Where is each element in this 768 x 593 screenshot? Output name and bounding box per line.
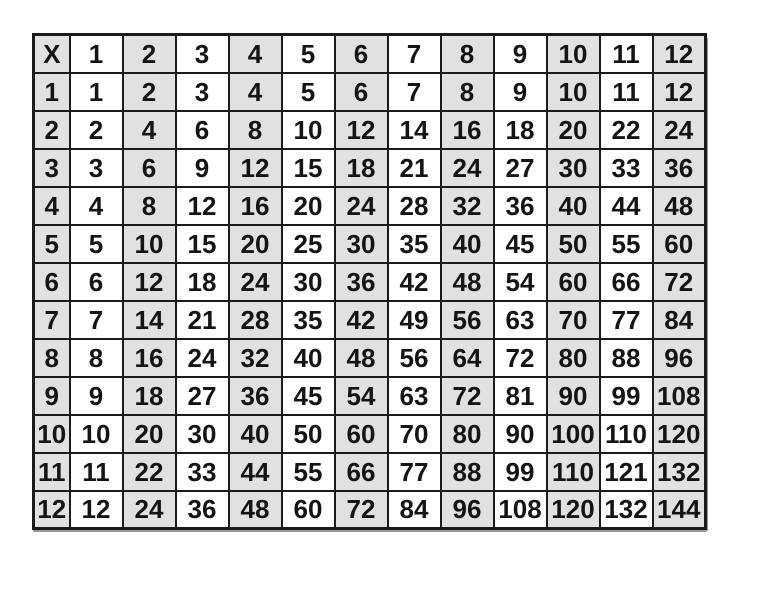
product-cell: 48	[335, 339, 388, 377]
column-header-cell: 9	[494, 35, 547, 73]
product-cell: 48	[653, 187, 706, 225]
product-cell: 4	[70, 187, 123, 225]
product-cell: 60	[547, 263, 600, 301]
product-cell: 4	[123, 111, 176, 149]
product-cell: 6	[123, 149, 176, 187]
product-cell: 77	[388, 453, 441, 491]
product-cell: 50	[547, 225, 600, 263]
product-cell: 88	[441, 453, 494, 491]
product-cell: 55	[282, 453, 335, 491]
product-cell: 60	[653, 225, 706, 263]
product-cell: 80	[441, 415, 494, 453]
product-cell: 20	[547, 111, 600, 149]
product-cell: 27	[494, 149, 547, 187]
table-row	[34, 301, 706, 339]
row-header-cell: 1	[34, 73, 70, 111]
product-cell: 33	[600, 149, 653, 187]
product-cell: 40	[282, 339, 335, 377]
product-cell: 42	[388, 263, 441, 301]
product-cell: 54	[494, 263, 547, 301]
product-cell: 45	[282, 377, 335, 415]
table-row	[34, 415, 706, 453]
product-cell: 22	[600, 111, 653, 149]
product-cell: 120	[547, 491, 600, 529]
product-cell: 21	[388, 149, 441, 187]
product-cell: 96	[441, 491, 494, 529]
product-cell: 110	[600, 415, 653, 453]
product-cell: 132	[653, 453, 706, 491]
product-cell: 9	[494, 73, 547, 111]
product-cell: 110	[547, 453, 600, 491]
product-cell: 108	[494, 491, 547, 529]
product-cell: 18	[494, 111, 547, 149]
product-cell: 66	[335, 453, 388, 491]
multiplication-table	[32, 33, 707, 530]
product-cell: 28	[229, 301, 282, 339]
product-cell: 96	[653, 339, 706, 377]
product-cell: 36	[494, 187, 547, 225]
product-cell: 9	[70, 377, 123, 415]
product-cell: 24	[229, 263, 282, 301]
product-cell: 9	[176, 149, 229, 187]
product-cell: 11	[600, 73, 653, 111]
product-cell: 72	[653, 263, 706, 301]
product-cell: 2	[70, 111, 123, 149]
product-cell: 48	[441, 263, 494, 301]
product-cell: 10	[70, 415, 123, 453]
product-cell: 8	[441, 73, 494, 111]
product-cell: 49	[388, 301, 441, 339]
row-header-cell: 10	[34, 415, 70, 453]
product-cell: 64	[441, 339, 494, 377]
product-cell: 4	[229, 73, 282, 111]
product-cell: 84	[388, 491, 441, 529]
product-cell: 30	[547, 149, 600, 187]
product-cell: 10	[547, 73, 600, 111]
product-cell: 15	[176, 225, 229, 263]
row-header-cell: 5	[34, 225, 70, 263]
product-cell: 50	[282, 415, 335, 453]
column-header-cell: 7	[388, 35, 441, 73]
product-cell: 28	[388, 187, 441, 225]
product-cell: 30	[335, 225, 388, 263]
product-cell: 100	[547, 415, 600, 453]
column-header-cell: 1	[70, 35, 123, 73]
product-cell: 25	[282, 225, 335, 263]
product-cell: 88	[600, 339, 653, 377]
product-cell: 12	[70, 491, 123, 529]
product-cell: 36	[229, 377, 282, 415]
product-cell: 5	[70, 225, 123, 263]
product-cell: 12	[123, 263, 176, 301]
corner-cell: X	[34, 35, 70, 73]
table-row	[34, 187, 706, 225]
product-cell: 24	[176, 339, 229, 377]
product-cell: 63	[388, 377, 441, 415]
product-cell: 5	[282, 73, 335, 111]
product-cell: 72	[494, 339, 547, 377]
product-cell: 10	[123, 225, 176, 263]
product-cell: 12	[653, 73, 706, 111]
product-cell: 48	[229, 491, 282, 529]
product-cell: 132	[600, 491, 653, 529]
product-cell: 30	[176, 415, 229, 453]
product-cell: 40	[441, 225, 494, 263]
product-cell: 24	[441, 149, 494, 187]
table-row	[34, 149, 706, 187]
product-cell: 20	[123, 415, 176, 453]
product-cell: 77	[600, 301, 653, 339]
product-cell: 45	[494, 225, 547, 263]
product-cell: 44	[600, 187, 653, 225]
product-cell: 144	[653, 491, 706, 529]
product-cell: 12	[176, 187, 229, 225]
column-header-cell: 4	[229, 35, 282, 73]
row-header-cell: 7	[34, 301, 70, 339]
product-cell: 60	[282, 491, 335, 529]
product-cell: 11	[70, 453, 123, 491]
product-cell: 8	[123, 187, 176, 225]
product-cell: 8	[229, 111, 282, 149]
product-cell: 18	[335, 149, 388, 187]
product-cell: 40	[229, 415, 282, 453]
table-row	[34, 111, 706, 149]
product-cell: 33	[176, 453, 229, 491]
table-row	[34, 263, 706, 301]
product-cell: 3	[70, 149, 123, 187]
column-header-cell: 3	[176, 35, 229, 73]
product-cell: 1	[70, 73, 123, 111]
product-cell: 36	[653, 149, 706, 187]
product-cell: 35	[388, 225, 441, 263]
product-cell: 70	[388, 415, 441, 453]
column-header-cell: 8	[441, 35, 494, 73]
row-header-cell: 4	[34, 187, 70, 225]
product-cell: 24	[123, 491, 176, 529]
column-header-cell: 6	[335, 35, 388, 73]
product-cell: 108	[653, 377, 706, 415]
row-header-cell: 11	[34, 453, 70, 491]
product-cell: 24	[335, 187, 388, 225]
table-row	[34, 339, 706, 377]
product-cell: 18	[176, 263, 229, 301]
product-cell: 63	[494, 301, 547, 339]
product-cell: 80	[547, 339, 600, 377]
product-cell: 99	[600, 377, 653, 415]
product-cell: 24	[653, 111, 706, 149]
product-cell: 56	[388, 339, 441, 377]
product-cell: 42	[335, 301, 388, 339]
product-cell: 2	[123, 73, 176, 111]
product-cell: 72	[441, 377, 494, 415]
product-cell: 60	[335, 415, 388, 453]
product-cell: 20	[229, 225, 282, 263]
product-cell: 81	[494, 377, 547, 415]
product-cell: 54	[335, 377, 388, 415]
product-cell: 84	[653, 301, 706, 339]
product-cell: 22	[123, 453, 176, 491]
product-cell: 6	[70, 263, 123, 301]
product-cell: 15	[282, 149, 335, 187]
product-cell: 32	[441, 187, 494, 225]
product-cell: 14	[388, 111, 441, 149]
table-row	[34, 225, 706, 263]
row-header-cell: 6	[34, 263, 70, 301]
product-cell: 16	[123, 339, 176, 377]
product-cell: 16	[229, 187, 282, 225]
table-row	[34, 377, 706, 415]
product-cell: 90	[547, 377, 600, 415]
product-cell: 12	[229, 149, 282, 187]
row-header-cell: 2	[34, 111, 70, 149]
product-cell: 36	[176, 491, 229, 529]
product-cell: 99	[494, 453, 547, 491]
product-cell: 44	[229, 453, 282, 491]
product-cell: 20	[282, 187, 335, 225]
product-cell: 56	[441, 301, 494, 339]
row-header-cell: 3	[34, 149, 70, 187]
column-header-cell: 12	[653, 35, 706, 73]
row-header-cell: 9	[34, 377, 70, 415]
column-header-cell: 10	[547, 35, 600, 73]
product-cell: 32	[229, 339, 282, 377]
product-cell: 7	[388, 73, 441, 111]
product-cell: 72	[335, 491, 388, 529]
table-row	[34, 73, 706, 111]
product-cell: 18	[123, 377, 176, 415]
product-cell: 14	[123, 301, 176, 339]
product-cell: 8	[70, 339, 123, 377]
table-row	[34, 453, 706, 491]
product-cell: 12	[335, 111, 388, 149]
product-cell: 90	[494, 415, 547, 453]
product-cell: 6	[335, 73, 388, 111]
product-cell: 66	[600, 263, 653, 301]
row-header-cell: 12	[34, 491, 70, 529]
product-cell: 21	[176, 301, 229, 339]
product-cell: 16	[441, 111, 494, 149]
product-cell: 121	[600, 453, 653, 491]
header-row	[34, 35, 706, 73]
product-cell: 30	[282, 263, 335, 301]
row-header-cell: 8	[34, 339, 70, 377]
column-header-cell: 11	[600, 35, 653, 73]
product-cell: 36	[335, 263, 388, 301]
product-cell: 35	[282, 301, 335, 339]
product-cell: 40	[547, 187, 600, 225]
product-cell: 10	[282, 111, 335, 149]
column-header-cell: 5	[282, 35, 335, 73]
product-cell: 7	[70, 301, 123, 339]
product-cell: 70	[547, 301, 600, 339]
multiplication-table-body	[34, 35, 706, 529]
table-row	[34, 491, 706, 529]
product-cell: 6	[176, 111, 229, 149]
product-cell: 27	[176, 377, 229, 415]
product-cell: 120	[653, 415, 706, 453]
column-header-cell: 2	[123, 35, 176, 73]
product-cell: 55	[600, 225, 653, 263]
product-cell: 3	[176, 73, 229, 111]
